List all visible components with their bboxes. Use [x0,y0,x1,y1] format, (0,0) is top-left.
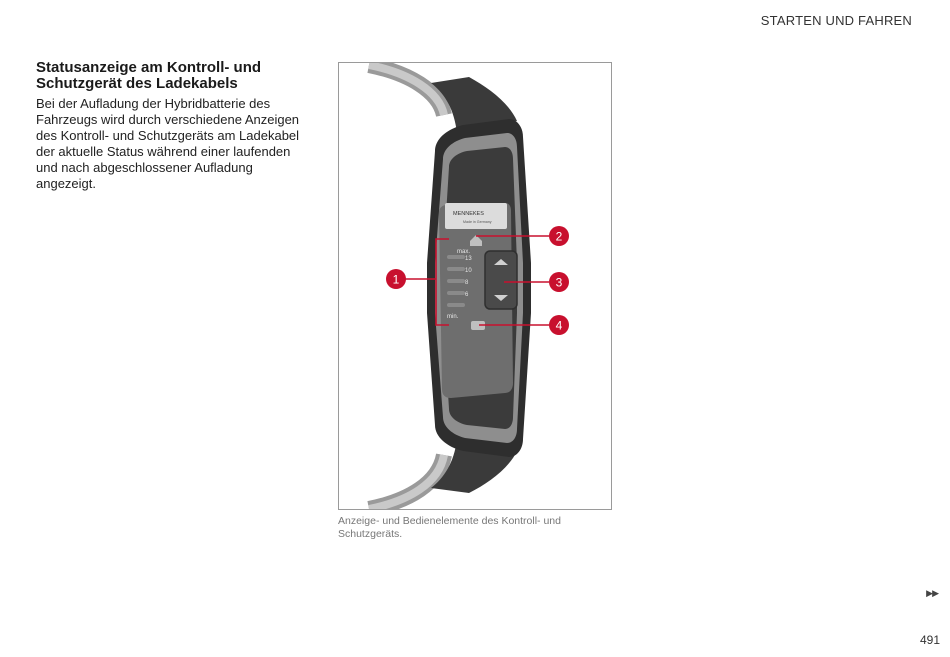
brand-subtitle: Made in Germany [463,220,492,224]
level-label-6: 6 [465,292,469,298]
level-led [447,279,465,283]
page-number: 491 [919,633,940,647]
level-led [447,255,465,259]
callout-4-number: 4 [555,318,563,333]
page-heading: Statusanzeige am Kontroll- und Schutzgerät des Ladekabels [36,59,262,92]
level-label-min: min. [447,314,459,320]
control-device-illustration [339,63,612,510]
level-label-8: 8 [465,280,469,286]
figure-charging-control-device [338,62,612,510]
level-label-max: max. [457,249,471,255]
callout-1-number: 1 [392,272,400,287]
level-label-10: 10 [465,268,472,274]
double-play-icon[interactable]: ▶▶ [926,588,938,598]
level-led [447,303,465,307]
level-led [447,267,465,271]
level-led [447,291,465,295]
body-paragraph: Bei der Aufladung der Hybridbatterie des Fahrzeugs wird durch verschiedene Anzeigen des Kontroll- und Schutzgeräts am Ladekabel der aktuelle Status während einer laufenden und nach abgeschlossener Aufladung angezeigt. [36,96,300,191]
callout-2-number: 2 [555,229,563,244]
callout-3-number: 3 [555,275,563,290]
figure-caption: Anzeige- und Bedienelemente des Kontroll- und Schutzgeräts. [338,515,561,540]
brand-name: MENNEKES [453,211,484,217]
level-label-13: 13 [465,256,472,262]
section-header: STARTEN UND FAHREN [760,13,912,28]
